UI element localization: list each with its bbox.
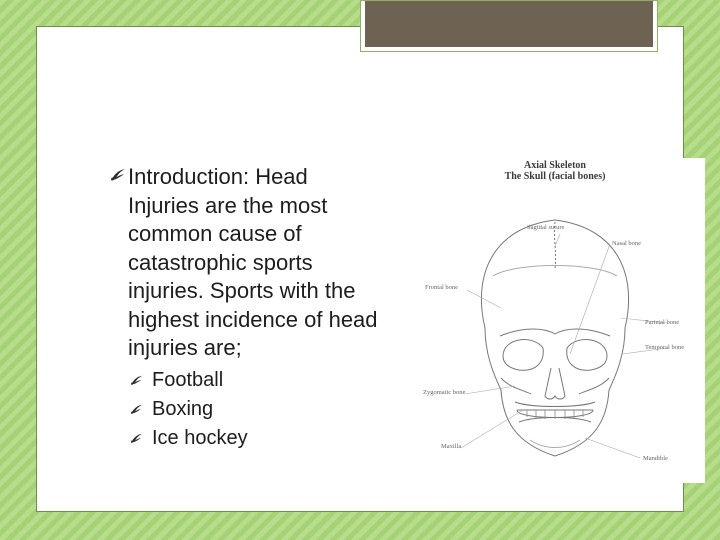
sport-label: Ice hockey [152, 426, 248, 449]
flourish-bullet-icon [130, 433, 143, 444]
title-bar [360, 0, 658, 52]
skull-diagram [405, 158, 705, 483]
figure-title-line-2: The Skull (facial bones) [504, 171, 606, 182]
list-item [130, 424, 380, 453]
sport-label: Boxing [152, 397, 214, 420]
label-nasal-bone: Nasal bone [612, 240, 642, 247]
title-bar-fill [365, 1, 653, 47]
flourish-bullet-icon [130, 404, 143, 415]
sport-label: Football [152, 368, 224, 391]
label-sagittal-suture: Sagittal suture [527, 224, 565, 231]
flourish-bullet-icon [110, 168, 126, 182]
label-mandible: Mandible [643, 455, 668, 462]
list-item [130, 395, 380, 424]
sports-list [110, 366, 380, 453]
label-maxilla: Maxilla [441, 443, 462, 450]
flourish-bullet-icon [130, 375, 143, 386]
label-frontal-bone: Frontal bone [425, 284, 459, 291]
list-item [130, 366, 380, 395]
label-zygomatic-bone: Zygomatic bone [423, 389, 466, 396]
intro-bullet [110, 163, 380, 363]
label-parietal-bone: Parietal bone [645, 319, 680, 326]
slide-content [110, 163, 380, 453]
label-temporal-bone: Temporal bone [645, 344, 685, 351]
figure-title-line-1: Axial Skeleton [524, 160, 586, 171]
intro-text: Introduction: Head Injuries are the most common cause of catastrophic sports injuries. Sports with the highest incidence of head injuries are; [128, 164, 378, 360]
